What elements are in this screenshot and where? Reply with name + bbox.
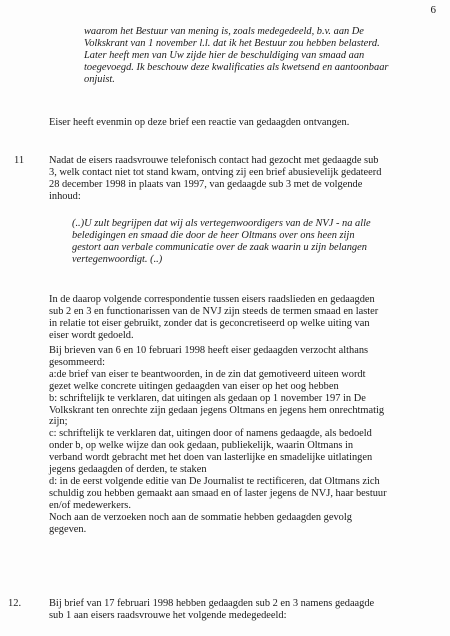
list-item-d: d: in de eerst volgende editie van De Journalist te rectificeren, dat Oltmans zich <box>49 475 380 487</box>
list-item-c: jegens gedaagden of derden, te staken <box>49 464 207 476</box>
quote-line: vertegenwoordigt. (..) <box>72 253 163 265</box>
page-number: 6 <box>430 4 436 16</box>
paragraph-line: sub 1 aan eisers raadsvrouwe het volgende medegedeeld: <box>49 609 287 621</box>
quote-line: waarom het Bestuur van mening is, zoals medegedeeld, b.v. aan De <box>84 26 364 37</box>
list-item-d: schuldig zou hebben gemaakt aan smaad en of laster jegens de NVJ, haar bestuur <box>49 487 387 499</box>
section-11-intro <box>49 155 381 203</box>
list-item-b: zijn; <box>49 416 68 428</box>
section-11-correspondence <box>49 294 378 342</box>
list-item-a: gezet welke concrete uitingen gedaagden van eiser op het oog hebben <box>49 380 339 392</box>
section-11-quote <box>72 218 371 266</box>
list-item-b: Volkskrant ten onrechte zijn gedaan jegens Oltmans en jegens hem onrechtmatig <box>49 404 385 416</box>
paragraph-line: inhoud: <box>49 190 81 202</box>
quote-line: beledigingen en smaad die door de heer Oltmans over ons heen zijn <box>72 229 355 241</box>
section-number-12: 12. <box>8 598 22 609</box>
paragraph-line: 3, welk contact niet tot stand kwam, ontving zij een brief abusievelijk gedateerd <box>49 166 382 178</box>
list-item-d: en/of medewerkers. <box>49 499 131 511</box>
list-item-a: a:de brief van eiser te beantwoorden, in de zin dat gemotiveerd uiteen wordt <box>49 368 366 380</box>
paragraph-line: Eiser heeft evenmin op deze brief een reactie van gedaagden ontvangen. <box>49 117 350 128</box>
paragraph-line: gegeven. <box>49 523 87 535</box>
list-item-c: onder b, op welke wijze dan ook gedaan, publiekelijk, waarin Oltmans in <box>49 440 354 452</box>
quote-line: gestort aan verbale communicatie over de zaak waarin u zijn belangen <box>72 241 367 253</box>
quote-line: Later heeft men van Uw zijde hier de beschuldiging van smaad aan <box>84 49 365 61</box>
paragraph-line: 28 december 1998 in plaats van 1997, van gedaagde sub 3 met de volgende <box>49 178 363 190</box>
list-item-b: b: schriftelijk te verklaren, dat uitingen als gedaan op 1 november 197 in De <box>49 392 366 404</box>
paragraph-line: in relatie tot eiser gebruikt, zonder dat is geconcretiseerd op welke uiting van <box>49 317 370 329</box>
quote-line: toegevoegd. Ik beschouw deze kwalificaties als kwetsend en aantoonbaar <box>84 61 389 73</box>
paragraph-line: eiser wordt gedoeld. <box>49 329 134 341</box>
paragraph-line: In de daarop volgende correspondentie tussen eisers raadslieden en gedaagden <box>49 294 375 305</box>
paragraph-line: Nadat de eisers raadsvrouwe telefonisch contact had gezocht met gedaagde sub <box>49 155 379 166</box>
quote-line: Volkskrant van 1 november l.l. dat ik het Bestuur zou hebben belasterd. <box>84 37 380 49</box>
section-number-11: 11 <box>14 155 25 166</box>
list-item-c: c: schriftelijk te verklaren dat, uitingen door of namens gedaagde, als bedoeld <box>49 428 372 440</box>
list-item-c: verband wordt gebracht met het doen van lasterlijke en smadelijke uitlatingen <box>49 452 373 464</box>
paragraph-no-reaction <box>49 117 349 129</box>
section-11-requests <box>49 345 387 536</box>
paragraph-line: Bij brieven van 6 en 10 februari 1998 heeft eiser gedaagden verzocht althans <box>49 345 369 356</box>
paragraph-line: gesommeerd: <box>49 356 105 368</box>
paragraph-line: sub 2 en 3 en functionarissen van de NVJ zijn steeds de termen smaad en laster <box>49 305 379 317</box>
paragraph-line: Bij brief van 17 februari 1998 hebben gedaagden sub 2 en 3 namens gedaagde <box>49 598 375 609</box>
quote-letter-excerpt <box>84 26 388 86</box>
quote-line: onjuist. <box>84 73 115 85</box>
paragraph-line: Noch aan de verzoeken noch aan de sommatie hebben gedaagden gevolg <box>49 511 352 523</box>
section-12-text <box>49 598 374 622</box>
quote-line: (..)U zult begrijpen dat wij als vertegenwoordigers van de NVJ - na alle <box>72 218 371 229</box>
